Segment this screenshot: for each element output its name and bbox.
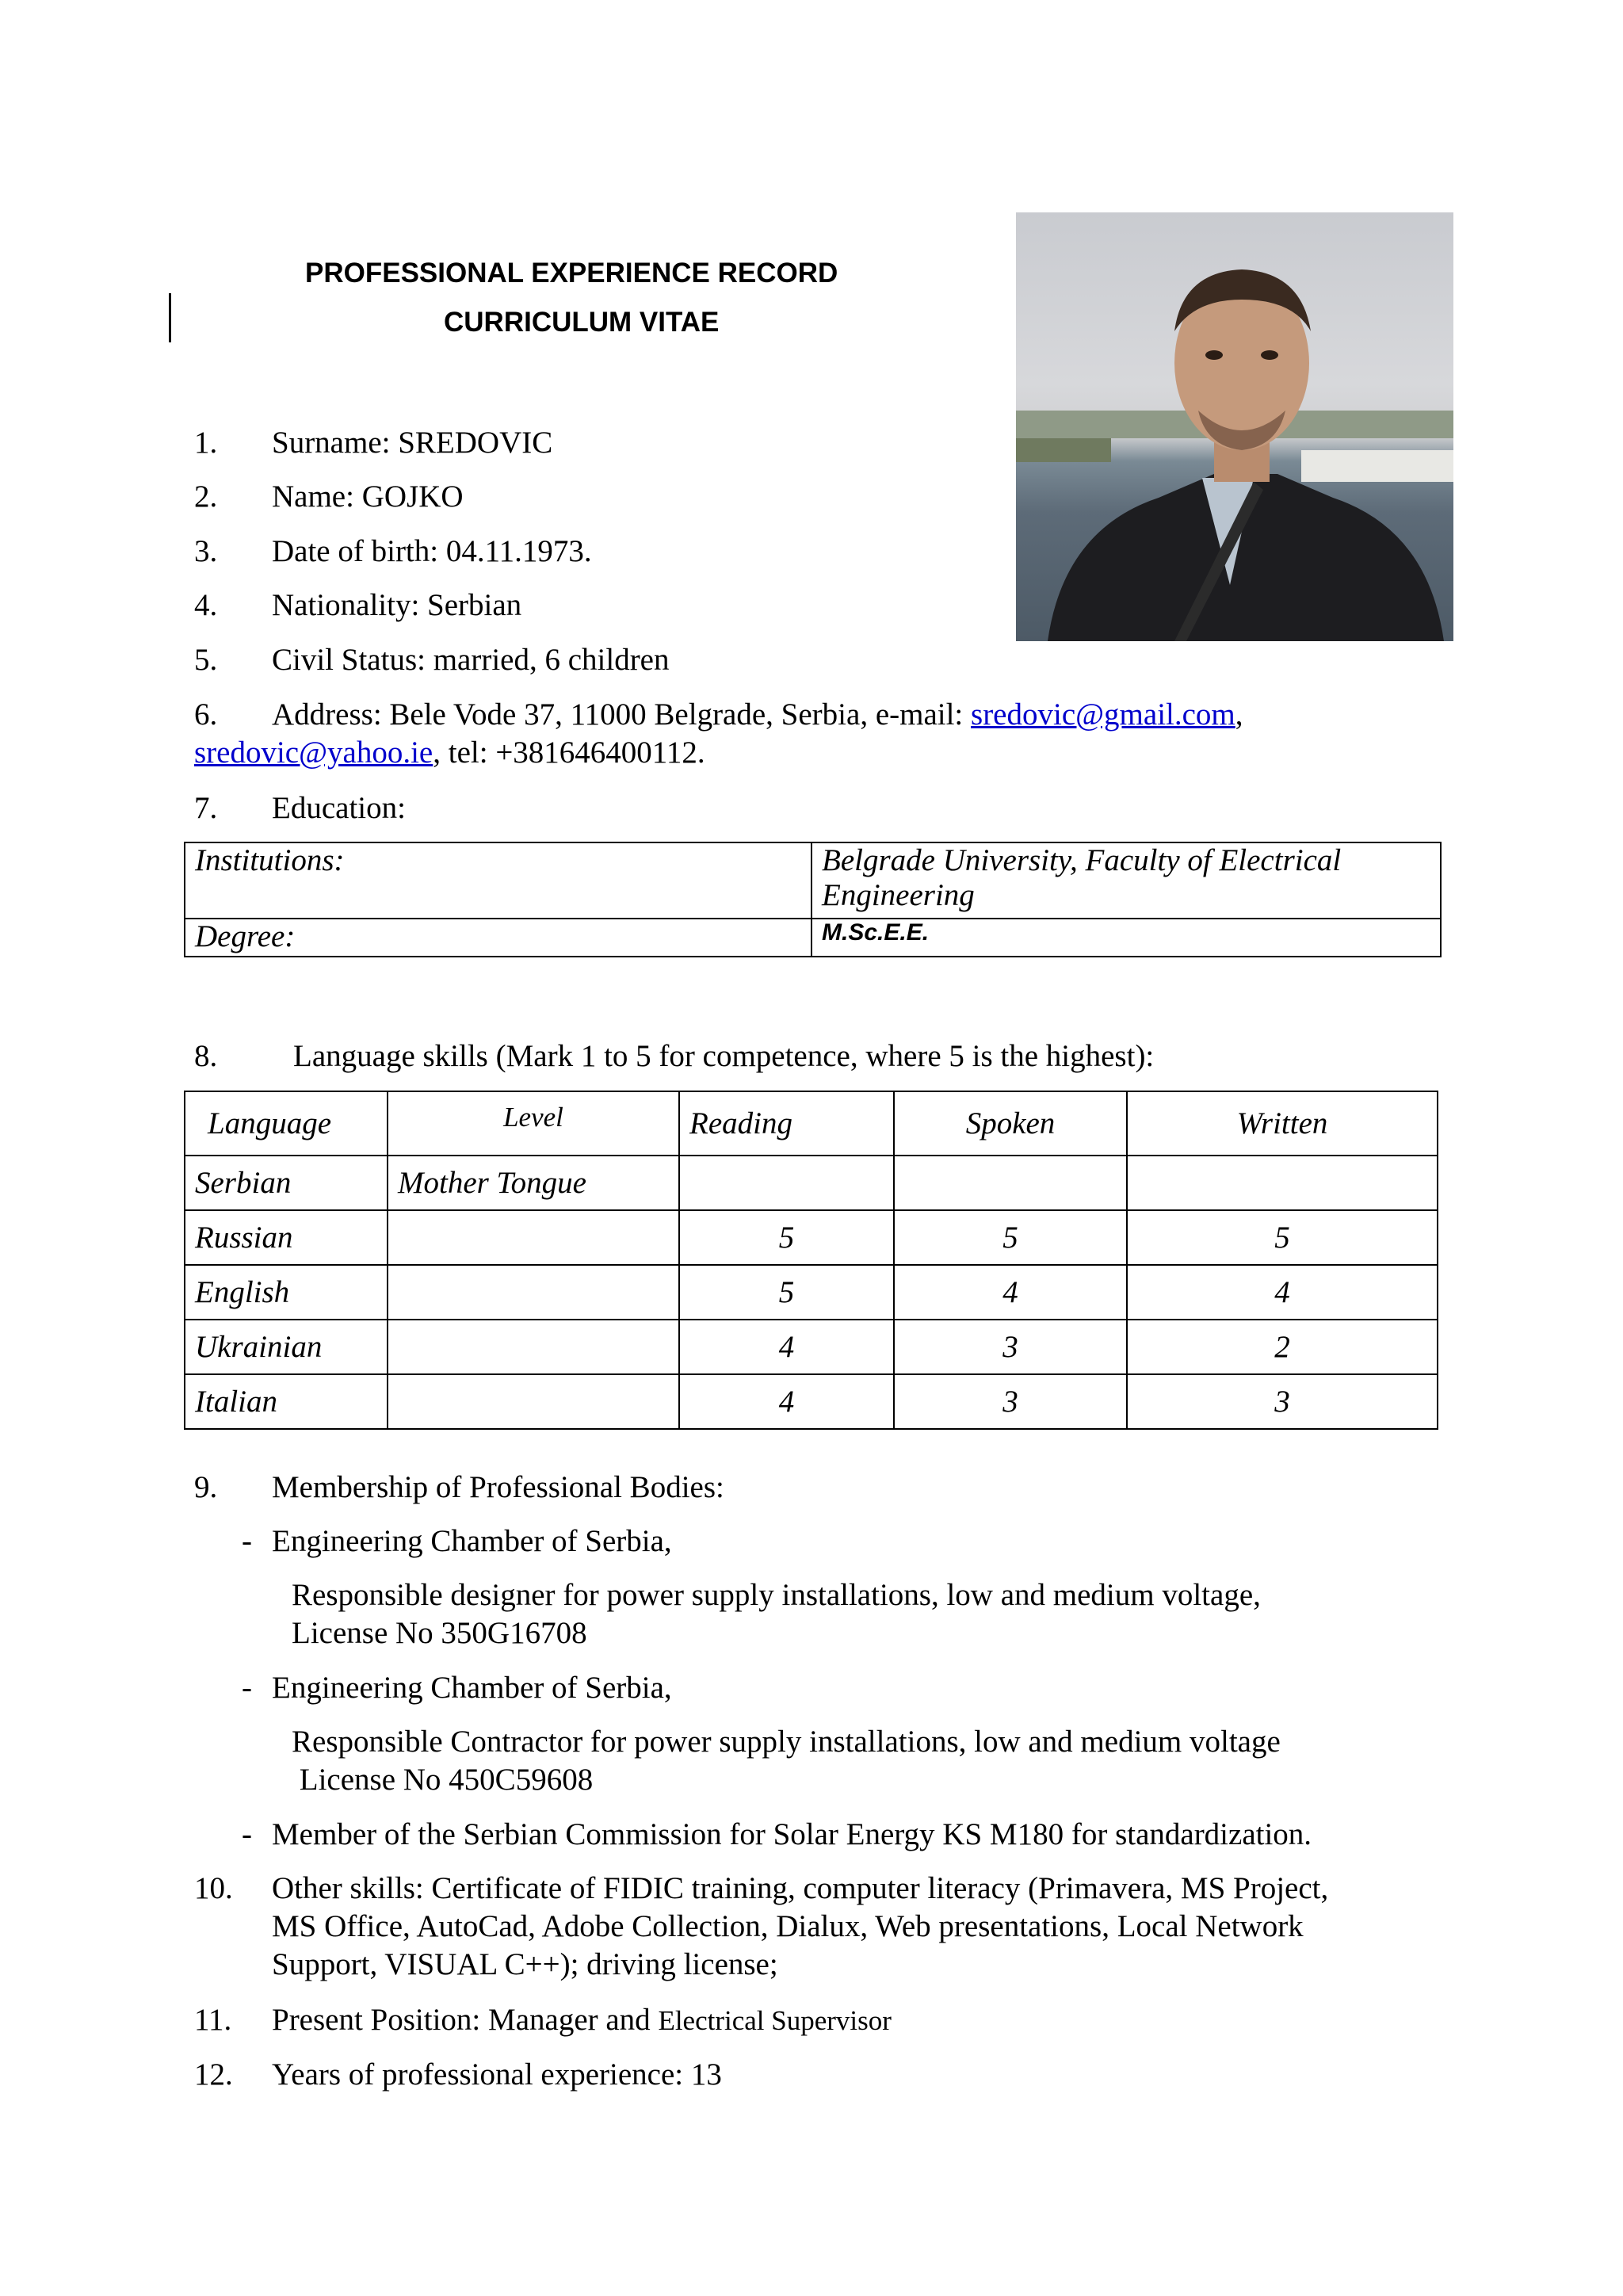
cell-reading: 5 — [679, 1210, 894, 1265]
item-number: 3. — [194, 534, 218, 568]
present-position — [272, 2004, 892, 2035]
cell-written — [1127, 1156, 1438, 1210]
cell-written: 3 — [1127, 1374, 1438, 1429]
other-skills-line-3: Support, VISUAL C++); driving license; — [272, 1947, 778, 1981]
cell-language: English — [185, 1265, 388, 1320]
institutions-value: Belgrade University, Faculty of Electrical Engineering — [812, 842, 1441, 919]
degree-value: M.Sc.E.E. — [812, 919, 1441, 957]
cell-level — [388, 1374, 679, 1429]
item-number: 4. — [194, 588, 218, 622]
present-position-text: Present Position: Manager and — [272, 2003, 659, 2037]
item-number: 2. — [194, 479, 218, 514]
address-line-2 — [194, 737, 705, 768]
cell-reading: 4 — [679, 1320, 894, 1374]
table-row — [185, 1320, 1438, 1374]
education-heading: Education: — [272, 791, 406, 825]
membership-2-detail-1: Responsible Contractor for power supply installations, low and medium voltage — [292, 1725, 1281, 1759]
membership-1-detail-2: License No 350G16708 — [292, 1616, 587, 1650]
institutions-label: Institutions: — [185, 842, 812, 919]
email-link-gmail[interactable]: sredovic@gmail.com — [971, 697, 1235, 732]
language-table-header — [185, 1091, 1438, 1156]
degree-label: Degree: — [185, 919, 812, 957]
cell-spoken: 3 — [894, 1374, 1127, 1429]
cell-written: 2 — [1127, 1320, 1438, 1374]
email-link-yahoo[interactable]: sredovic@yahoo.ie — [194, 735, 433, 770]
cell-written: 4 — [1127, 1265, 1438, 1320]
bullet-dash: - — [242, 1817, 252, 1851]
portrait-photo — [1016, 212, 1453, 641]
surname: Surname: SREDOVIC — [272, 426, 553, 460]
cell-level — [388, 1265, 679, 1320]
text-cursor — [169, 293, 171, 342]
cell-level: Mother Tongue — [388, 1156, 679, 1210]
title-line-2: CURRICULUM VITAE — [444, 307, 720, 338]
present-position-role: Electrical Supervisor — [658, 2005, 892, 2036]
item-number: 7. — [194, 791, 218, 825]
years-experience: Years of professional experience: 13 — [272, 2057, 722, 2092]
language-skills-intro: Language skills (Mark 1 to 5 for competence, where 5 is the highest): — [293, 1039, 1155, 1073]
item-number: 11. — [194, 2003, 232, 2037]
membership-2: Engineering Chamber of Serbia, — [272, 1671, 672, 1705]
other-skills-line-1: Other skills: Certificate of FIDIC training, computer literacy (Primavera, MS Project, — [272, 1871, 1329, 1905]
bullet-dash: - — [242, 1671, 252, 1705]
membership-heading: Membership of Professional Bodies: — [272, 1470, 724, 1504]
bullet-dash: - — [242, 1524, 252, 1558]
cell-reading — [679, 1156, 894, 1210]
language-table — [184, 1091, 1438, 1430]
table-row — [185, 1156, 1438, 1210]
cell-spoken — [894, 1156, 1127, 1210]
col-header-spoken: Spoken — [894, 1091, 1127, 1156]
item-number: 1. — [194, 426, 218, 460]
table-row — [185, 1210, 1438, 1265]
address-text: Address: Bele Vode 37, 11000 Belgrade, Serbia, e-mail: — [272, 697, 972, 732]
header-language-text: Language — [208, 1106, 331, 1140]
item-number: 6. — [194, 697, 218, 732]
membership-1: Engineering Chamber of Serbia, — [272, 1524, 672, 1558]
membership-2-detail-2: License No 450C59608 — [292, 1763, 594, 1797]
cell-level — [388, 1210, 679, 1265]
cell-level — [388, 1320, 679, 1374]
cell-spoken: 3 — [894, 1320, 1127, 1374]
col-header-language — [185, 1091, 388, 1156]
cell-language: Ukrainian — [185, 1320, 388, 1374]
table-row — [185, 1374, 1438, 1429]
address-line-1 — [272, 699, 1243, 730]
col-header-level: Level — [388, 1091, 679, 1156]
cell-spoken: 4 — [894, 1265, 1127, 1320]
item-number: 10. — [194, 1871, 233, 1905]
item-number: 5. — [194, 643, 218, 677]
cell-reading: 4 — [679, 1374, 894, 1429]
membership-1-detail-1: Responsible designer for power supply installations, low and medium voltage, — [292, 1578, 1261, 1612]
phone-text: , tel: +381646400112. — [433, 735, 705, 770]
item-number: 8. — [194, 1039, 218, 1073]
col-header-reading: Reading — [679, 1091, 894, 1156]
name: Name: GOJKO — [272, 479, 464, 514]
cell-language: Russian — [185, 1210, 388, 1265]
item-number: 9. — [194, 1470, 218, 1504]
item-number: 12. — [194, 2057, 233, 2092]
comma: , — [1235, 697, 1243, 732]
other-skills-line-2: MS Office, AutoCad, Adobe Collection, Dialux, Web presentations, Local Network — [272, 1909, 1304, 1943]
nationality: Nationality: Serbian — [272, 588, 522, 622]
portrait-illustration — [1016, 212, 1453, 641]
education-table — [184, 842, 1442, 957]
cell-reading: 5 — [679, 1265, 894, 1320]
table-row — [185, 1265, 1438, 1320]
cell-language: Italian — [185, 1374, 388, 1429]
cell-written: 5 — [1127, 1210, 1438, 1265]
title-line-1: PROFESSIONAL EXPERIENCE RECORD — [305, 258, 838, 288]
membership-3: Member of the Serbian Commission for Solar Energy KS M180 for standardization. — [272, 1817, 1312, 1851]
cell-spoken: 5 — [894, 1210, 1127, 1265]
date-of-birth: Date of birth: 04.11.1973. — [272, 534, 592, 568]
civil-status: Civil Status: married, 6 children — [272, 643, 670, 677]
cell-language: Serbian — [185, 1156, 388, 1210]
col-header-written: Written — [1127, 1091, 1438, 1156]
